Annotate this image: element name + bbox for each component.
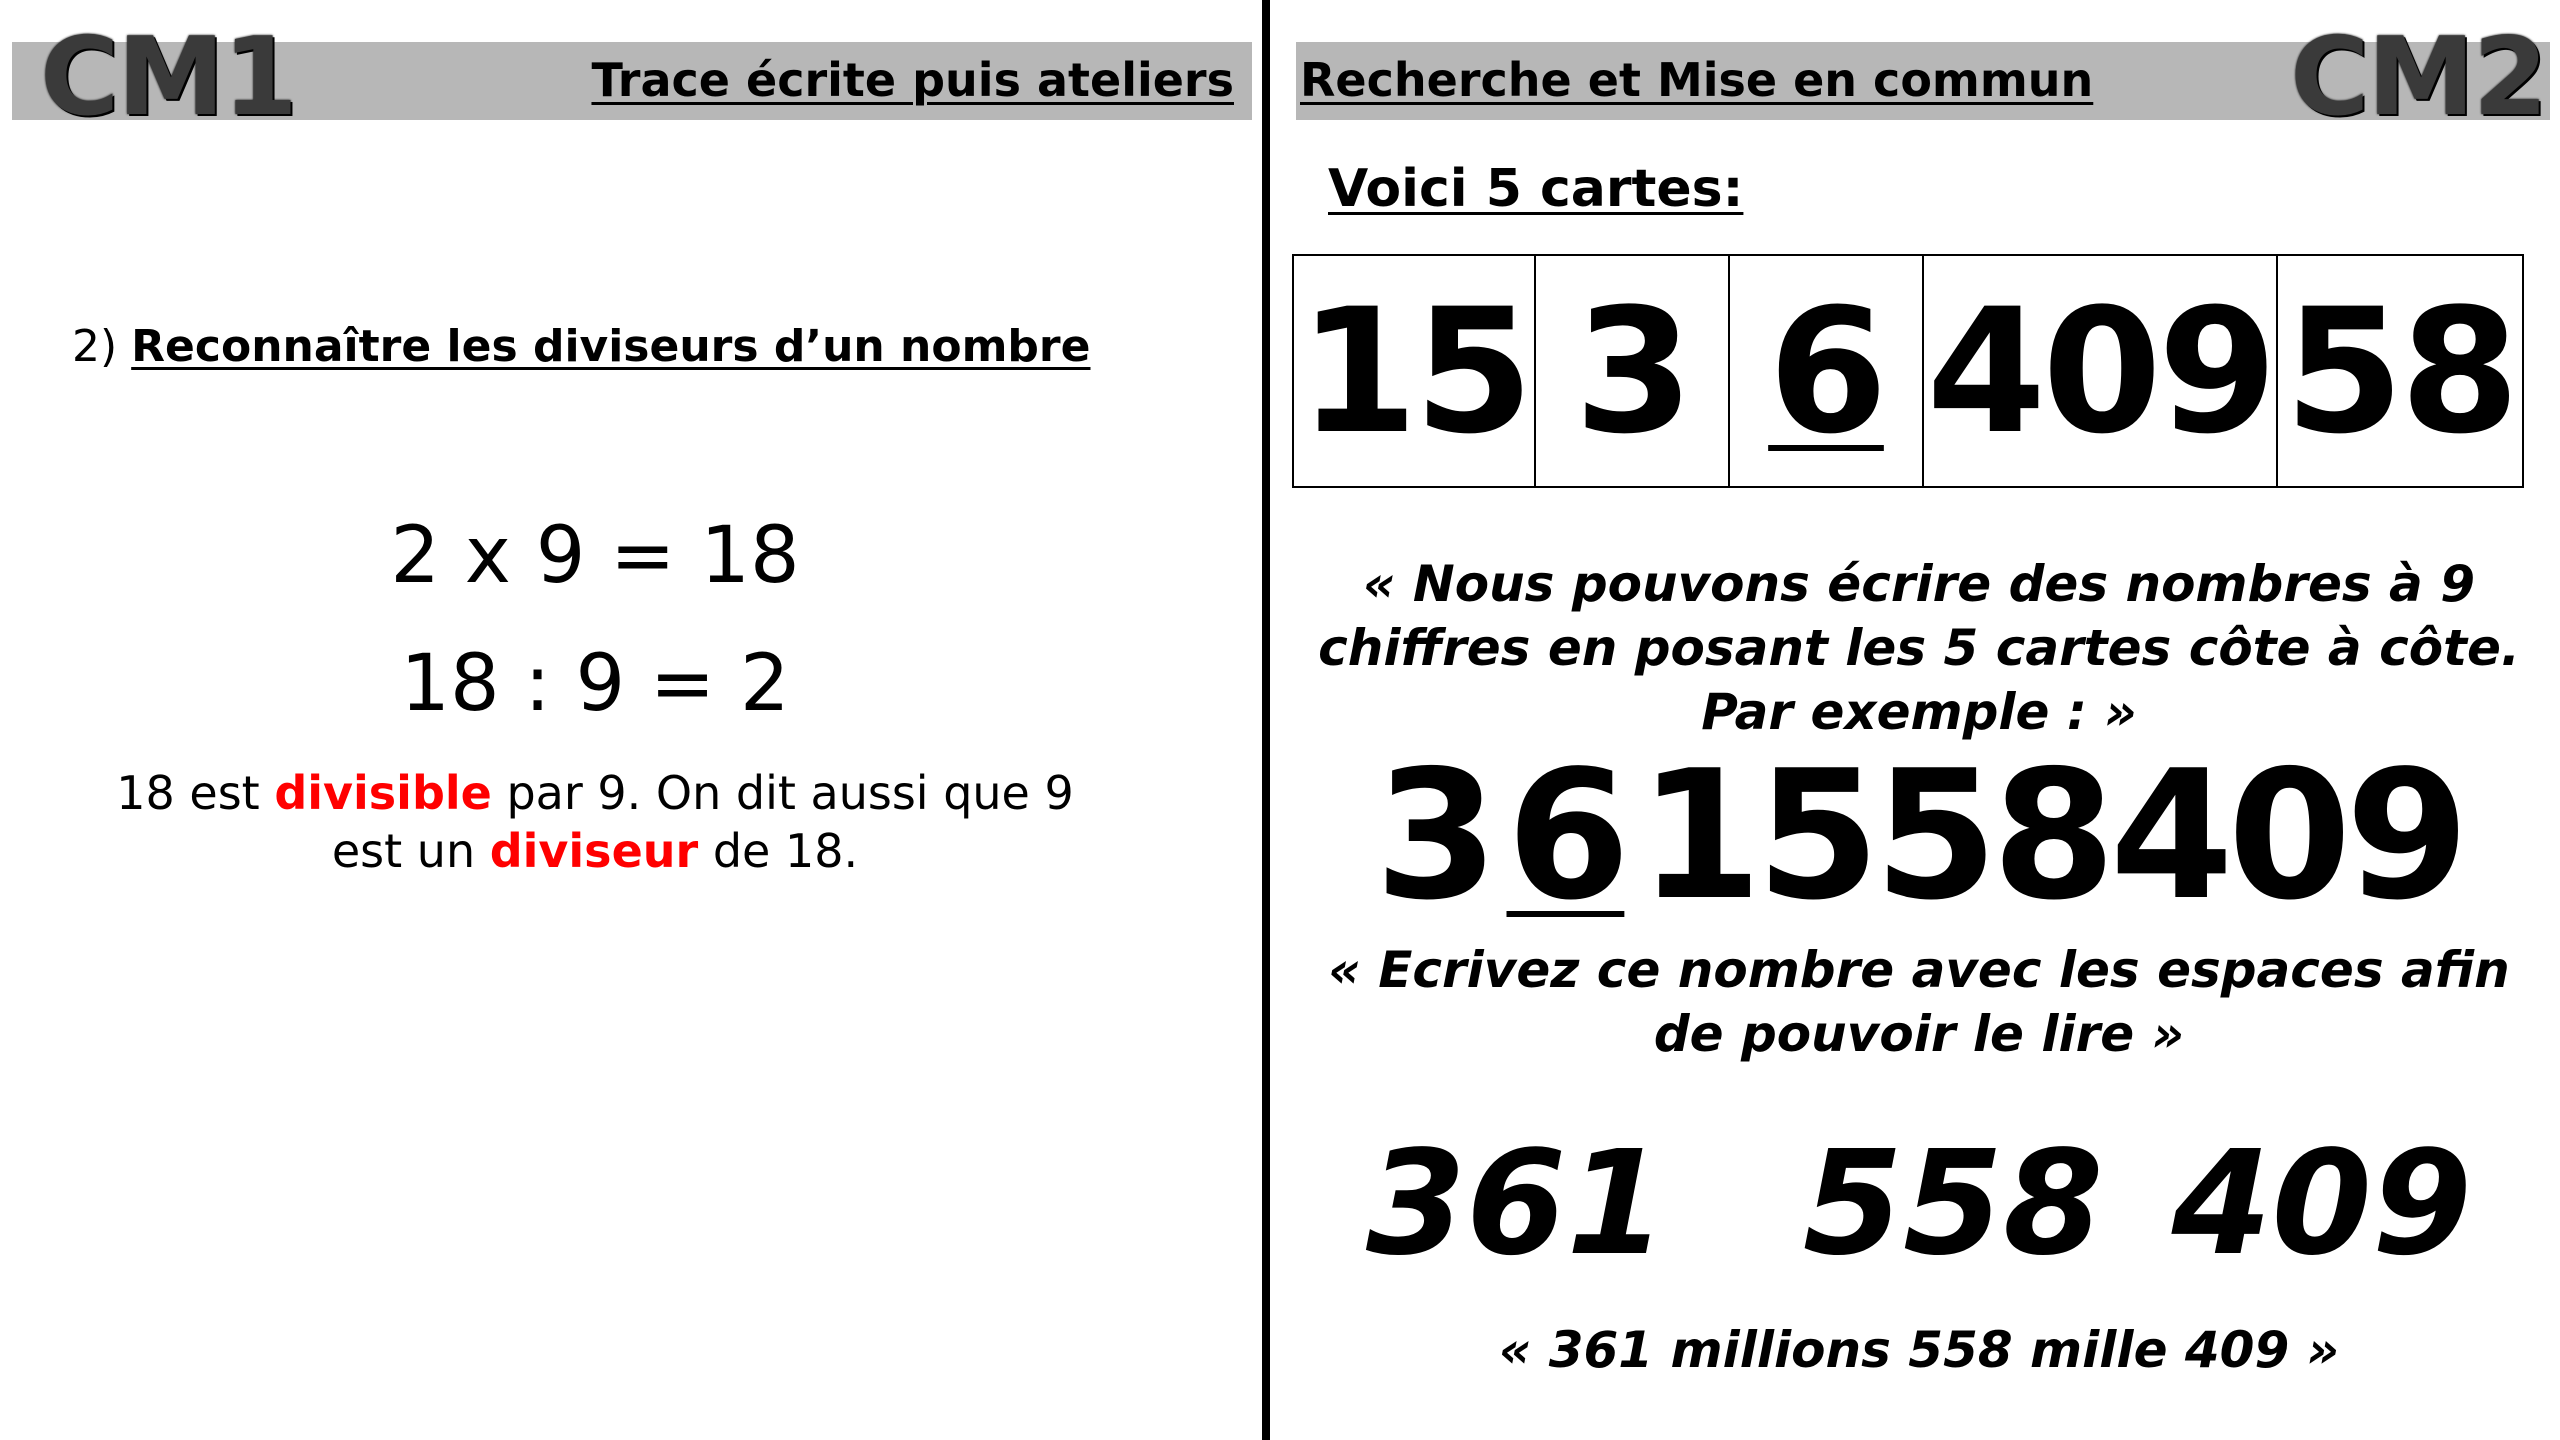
cm2-header-text: Recherche et Mise en commun	[1300, 53, 2094, 107]
card-5-value: 58	[2284, 270, 2516, 472]
cards-row	[1292, 254, 2524, 488]
example-part-4: 58	[1874, 732, 2110, 939]
card-2	[1536, 256, 1730, 486]
cm1-panel	[0, 0, 1262, 1440]
example-part-1: 3	[1374, 732, 1493, 939]
cm1-header-text: Trace écrite puis ateliers	[591, 53, 1234, 107]
definition-text	[0, 764, 1190, 880]
quote-1-line-3: Par exemple : »	[1701, 683, 2137, 741]
divisible-keyword: divisible	[274, 766, 492, 820]
quote-2-line-1: « Ecrivez ce nombre avec les espaces afin	[1328, 941, 2510, 999]
instruction-quote-1	[1278, 552, 2560, 744]
cm2-panel	[1278, 0, 2560, 1440]
example-part-3: 15	[1638, 732, 1875, 939]
cards-label: Voici 5 cartes:	[1328, 159, 1744, 219]
quote-2-line-2: de pouvoir le lire »	[1653, 1005, 2185, 1063]
instruction-quote-2	[1278, 938, 2560, 1066]
example-part-2: 6	[1506, 732, 1625, 939]
quote-1-line-2: chiffres en posant les 5 cartes côte à côte.	[1318, 619, 2520, 677]
cm2-level-title: CM2	[2290, 15, 2546, 140]
quote-1-line-1: « Nous pouvons écrire des nombres à 9	[1362, 555, 2475, 613]
section-heading	[72, 314, 1090, 380]
card-2-value: 3	[1574, 270, 1690, 472]
card-1	[1294, 256, 1536, 486]
number-reading: « 361 millions 558 mille 409 »	[1498, 1321, 2340, 1379]
definition-part-1: 18 est	[116, 766, 275, 820]
example-part-5: 409	[2109, 732, 2464, 939]
card-3	[1730, 256, 1924, 486]
multiplication-equation: 2 x 9 = 18	[390, 511, 800, 601]
definition-line-2	[0, 822, 1190, 880]
diviseur-keyword: diviseur	[489, 824, 699, 878]
card-5	[2278, 256, 2524, 486]
definition-part-4: de 18.	[698, 824, 859, 878]
example-number	[1278, 732, 2560, 939]
definition-line-1	[0, 764, 1190, 822]
spaced-number: 361 558 409	[1365, 1119, 2473, 1287]
card-4-value: 409	[1926, 270, 2274, 472]
definition-part-3: est un	[331, 824, 490, 878]
card-3-value: 6	[1768, 270, 1884, 472]
panel-divider	[1262, 0, 1270, 1440]
card-4	[1924, 256, 2278, 486]
card-1-value: 15	[1298, 270, 1530, 472]
division-equation: 18 : 9 = 2	[400, 639, 790, 729]
cm1-level-title: CM1	[40, 15, 296, 140]
section-title: Reconnaître les diviseurs d’un nombre	[131, 321, 1091, 372]
definition-part-2: par 9. On dit aussi que 9	[491, 766, 1074, 820]
section-number: 2)	[72, 321, 118, 372]
